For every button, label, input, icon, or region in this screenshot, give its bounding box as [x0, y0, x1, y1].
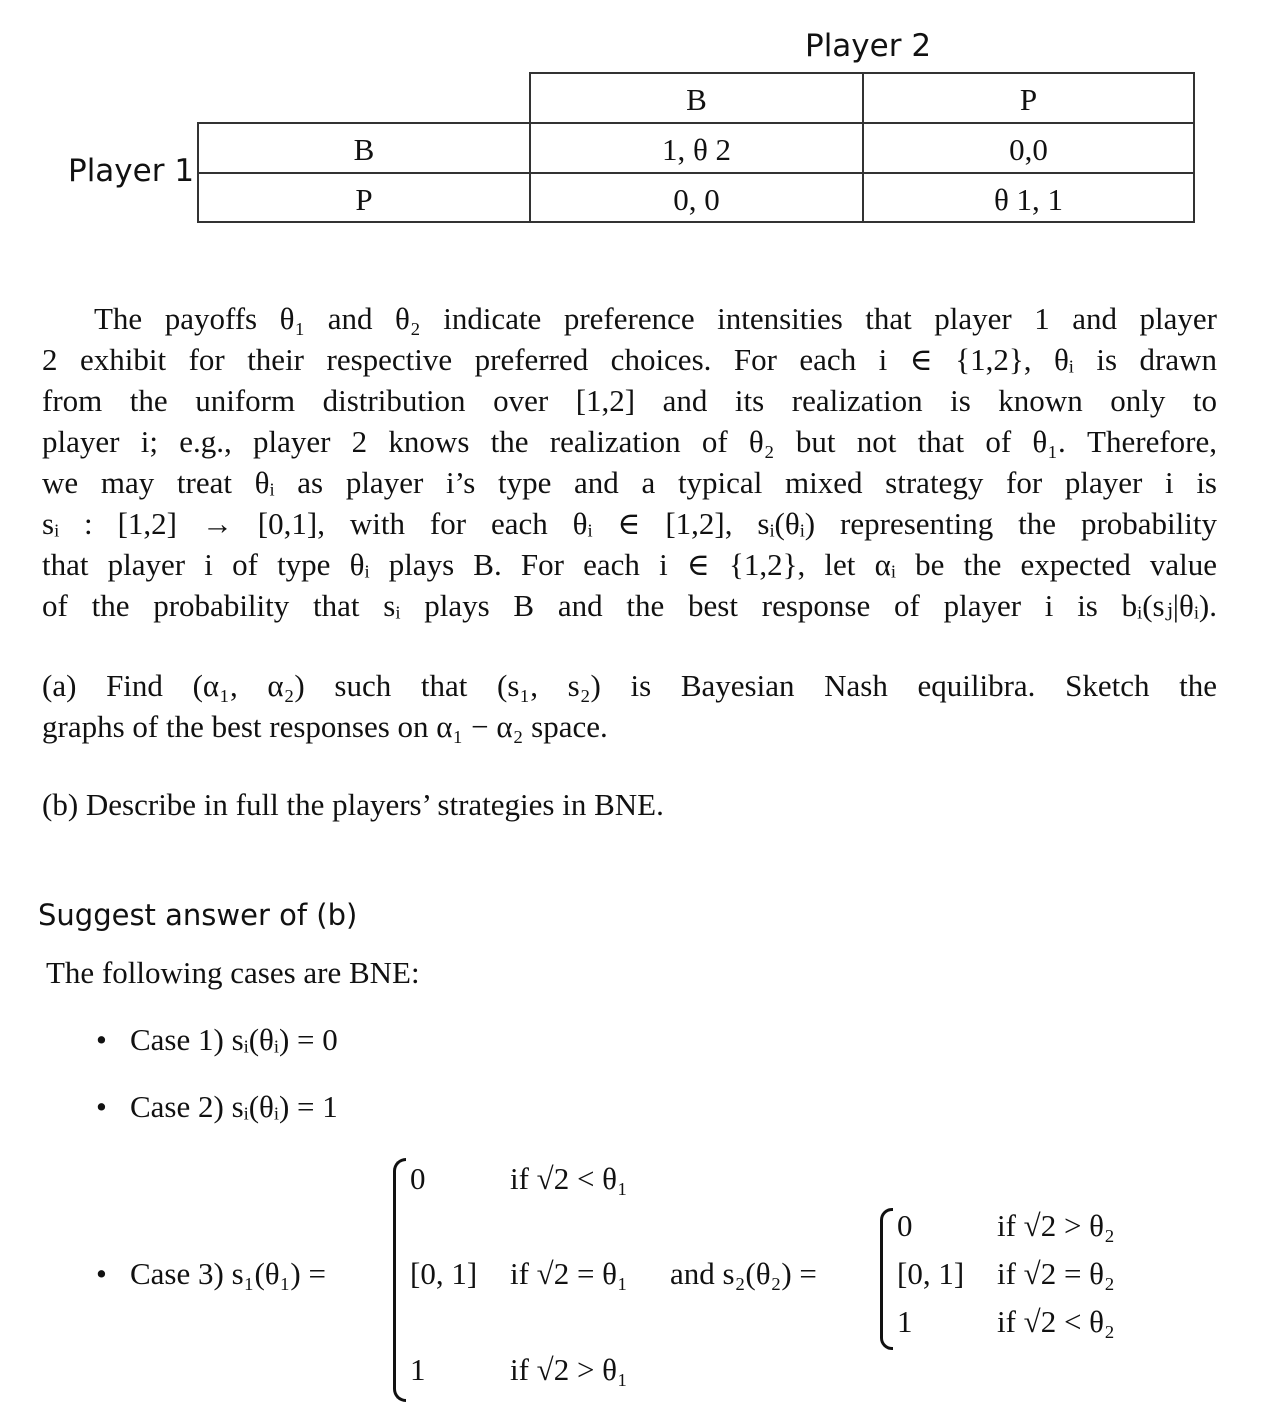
bullet: • — [96, 1022, 107, 1057]
problem-line: from the uniform distribution over [1,2] and its realization is known only to — [42, 383, 1217, 418]
s1-value-0: 0 — [410, 1161, 426, 1196]
cell-bb: 1, θ 2 — [529, 122, 864, 174]
s1-value-2: 1 — [410, 1352, 426, 1387]
problem-line: player i; e.g., player 2 knows the realization of θ₂ but not that of θ₁. Therefore, — [42, 424, 1217, 459]
problem-line: that player i of type θᵢ plays B. For each i ∈ {1,2}, let αᵢ be the expected value — [42, 547, 1217, 582]
col-header-b: B — [529, 72, 864, 124]
cell-pp: θ 1, 1 — [862, 172, 1195, 223]
part-a — [42, 665, 1217, 747]
col-header-p: P — [862, 72, 1195, 124]
problem-line: we may treat θᵢ as player i’s type and a typical mixed strategy for player i is — [42, 465, 1217, 500]
problem-paragraph — [42, 298, 1217, 626]
part-a-line2: graphs of the best responses on α₁ − α₂ space. — [42, 709, 608, 744]
case3-label: Case 3) s₁(θ₁) = — [130, 1256, 326, 1291]
s1-brace — [393, 1158, 406, 1402]
s1-cond-0: if √2 < θ₁ — [510, 1161, 628, 1196]
s1-cond-1: if √2 = θ₁ — [510, 1256, 628, 1291]
answer-heading: Suggest answer of (b) — [38, 898, 358, 932]
s2-cond-2: if √2 < θ₂ — [997, 1304, 1115, 1339]
cell-pb: 0, 0 — [529, 172, 864, 223]
bullet: • — [96, 1256, 107, 1291]
s2-value-2: 1 — [897, 1304, 913, 1339]
part-a-line1: (a) Find (α₁, α₂) such that (s₁, s₂) is Bayesian Nash equilibra. Sketch the — [42, 668, 1217, 703]
player2-label: Player 2 — [805, 28, 932, 64]
answer-intro: The following cases are BNE: — [46, 955, 420, 990]
s1-cond-2: if √2 > θ₁ — [510, 1352, 628, 1387]
part-b: (b) Describe in full the players’ strategies in BNE. — [42, 787, 664, 822]
cell-bp: 0,0 — [862, 122, 1195, 174]
bullet: • — [96, 1089, 107, 1124]
row-header-b: B — [197, 122, 531, 174]
case1: Case 1) sᵢ(θᵢ) = 0 — [130, 1022, 338, 1057]
case2: Case 2) sᵢ(θᵢ) = 1 — [130, 1089, 338, 1124]
player1-label: Player 1 — [68, 153, 195, 189]
problem-line: The payoffs θ₁ and θ₂ indicate preference intensities that player 1 and player — [94, 301, 1217, 336]
and-s2-label: and s₂(θ₂) = — [670, 1256, 817, 1291]
s2-value-1: [0, 1] — [897, 1256, 965, 1291]
s2-cond-1: if √2 = θ₂ — [997, 1256, 1115, 1291]
problem-line: of the probability that sᵢ plays B and the best response of player i is bᵢ(sⱼ|θᵢ). — [42, 588, 1217, 623]
s1-value-1: [0, 1] — [410, 1256, 478, 1291]
s2-brace — [880, 1208, 893, 1350]
s2-cond-0: if √2 > θ₂ — [997, 1208, 1115, 1243]
row-header-p: P — [197, 172, 531, 223]
problem-line: 2 exhibit for their respective preferred choices. For each i ∈ {1,2}, θᵢ is drawn — [42, 342, 1217, 377]
problem-line: sᵢ : [1,2] → [0,1], with for each θᵢ ∈ [1,2], sᵢ(θᵢ) representing the probability — [42, 506, 1217, 541]
s2-value-0: 0 — [897, 1208, 913, 1243]
